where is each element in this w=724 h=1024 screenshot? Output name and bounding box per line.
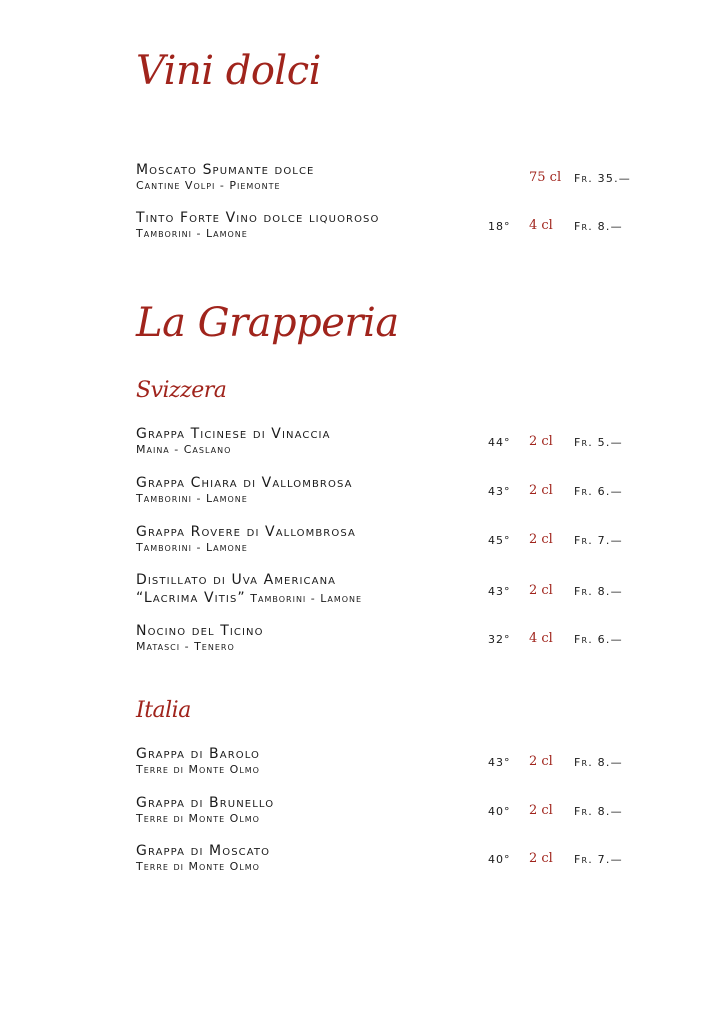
section-title-grapperia: La Grapperia [136, 300, 399, 346]
section-title-vini-dolci: Vini dolci [136, 48, 321, 94]
item-abv: 43° [488, 756, 511, 769]
menu-item [136, 623, 696, 657]
menu-item [136, 426, 696, 460]
item-price: Fr. 8.— [574, 585, 623, 598]
item-producer: Maina - Caslano [136, 443, 232, 456]
item-volume: 2 cl [529, 434, 553, 449]
item-volume: 2 cl [529, 483, 553, 498]
item-volume: 2 cl [529, 803, 553, 818]
item-name: Grappa di Barolo [136, 746, 260, 762]
item-producer: Terre di Monte Olmo [136, 812, 260, 825]
item-volume: 75 cl [529, 170, 562, 185]
item-producer: Tamborini - Lamone [136, 227, 248, 240]
item-abv: 40° [488, 805, 511, 818]
item-producer-line [136, 590, 362, 606]
menu-item [136, 210, 696, 244]
item-abv: 43° [488, 585, 511, 598]
item-price: Fr. 8.— [574, 756, 623, 769]
item-name: Moscato Spumante dolce [136, 162, 315, 178]
item-producer: Matasci - Tenero [136, 640, 235, 653]
menu-item [136, 746, 696, 780]
item-producer: Tamborini - Lamone [136, 541, 248, 554]
item-price: Fr. 6.— [574, 485, 623, 498]
item-abv: 44° [488, 436, 511, 449]
item-producer: Cantine Volpi - Piemonte [136, 179, 281, 192]
item-abv: 32° [488, 633, 511, 646]
item-price: Fr. 8.— [574, 220, 623, 233]
item-abv: 45° [488, 534, 511, 547]
item-name: Grappa Rovere di Vallombrosa [136, 524, 356, 540]
item-name: Nocino del Ticino [136, 623, 264, 639]
item-abv: 43° [488, 485, 511, 498]
item-producer: Tamborini - Lamone [136, 492, 248, 505]
item-name: Grappa Ticinese di Vinaccia [136, 426, 331, 442]
item-name-quote: “Lacrima Vitis” [136, 590, 246, 606]
menu-item [136, 843, 696, 877]
item-volume: 2 cl [529, 851, 553, 866]
item-producer: Tamborini - Lamone [250, 592, 363, 605]
item-price: Fr. 5.— [574, 436, 623, 449]
item-volume: 4 cl [529, 631, 553, 646]
item-volume: 2 cl [529, 754, 553, 769]
item-price: Fr. 7.— [574, 534, 623, 547]
menu-item [136, 162, 696, 196]
item-name: Grappa di Brunello [136, 795, 275, 811]
menu-item [136, 475, 696, 509]
item-volume: 4 cl [529, 218, 553, 233]
subsection-title-svizzera: Svizzera [136, 378, 227, 403]
menu-item [136, 524, 696, 558]
item-name: Grappa di Moscato [136, 843, 271, 859]
menu-item [136, 572, 696, 606]
item-producer: Terre di Monte Olmo [136, 763, 260, 776]
item-volume: 2 cl [529, 532, 553, 547]
item-name: Tinto Forte Vino dolce liquoroso [136, 210, 380, 226]
item-name: Grappa Chiara di Vallombrosa [136, 475, 353, 491]
item-name: Distillato di Uva Americana [136, 572, 337, 588]
item-price: Fr. 7.— [574, 853, 623, 866]
item-price: Fr. 35.— [574, 172, 631, 185]
item-price: Fr. 8.— [574, 805, 623, 818]
item-abv: 40° [488, 853, 511, 866]
item-producer: Terre di Monte Olmo [136, 860, 260, 873]
item-volume: 2 cl [529, 583, 553, 598]
item-abv: 18° [488, 220, 511, 233]
menu-item [136, 795, 696, 829]
subsection-title-italia: Italia [136, 698, 191, 723]
item-price: Fr. 6.— [574, 633, 623, 646]
